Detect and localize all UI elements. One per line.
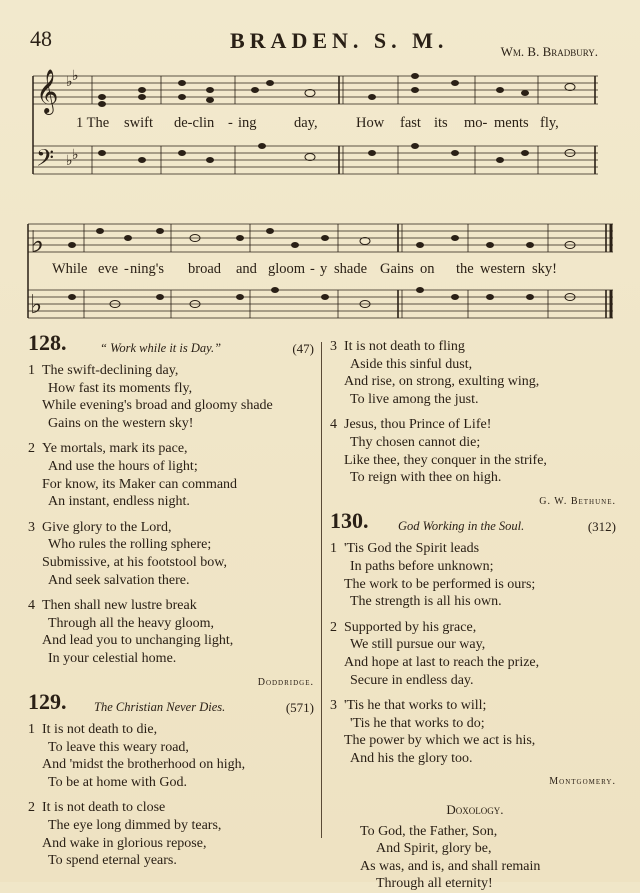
hymn-author: G. W. Bethune. xyxy=(539,495,616,507)
doxology-title: Doxology. xyxy=(446,802,504,818)
column-divider xyxy=(321,342,322,838)
staff-bass-2 xyxy=(28,290,613,318)
hymn-129-header xyxy=(28,689,318,721)
page-number: 48 xyxy=(30,26,52,51)
left-column xyxy=(28,330,318,878)
stanza: 4 Then shall new lustre break Through all the heavy gloom, And lead you to unchanging light, In your celestial home. xyxy=(28,598,234,666)
stanza: 3 Give glory to the Lord, Who rules the rolling sphere; Submissive, at his footstool bow, And seek salvation there. xyxy=(28,519,227,588)
composer-credit: Wm. B. Bradbury. xyxy=(500,44,598,59)
hymn-130-header xyxy=(330,508,620,540)
hymn-reference: (571) xyxy=(285,700,314,716)
tune-title: BRADEN. S. M. xyxy=(230,28,449,53)
hymn-reference: (312) xyxy=(587,519,616,535)
lyrics-line-1: 1 The swift de-clin - ing day, How fast its mo- ments fly, xyxy=(76,115,559,131)
svg-text:♭: ♭ xyxy=(72,148,79,163)
bass-clef-icon: 𝄢 xyxy=(36,144,55,177)
hymn-number: 128. xyxy=(28,330,67,355)
stanza: 1 The swift-declining day, How fast its moments fly, While evening's broad and gloomy shade Gains on the western sky! xyxy=(28,363,273,431)
hymn-author: Montgomery. xyxy=(549,776,616,788)
music-score xyxy=(0,0,640,330)
svg-text:♭: ♭ xyxy=(66,154,73,169)
staff-bass-1 xyxy=(33,146,598,174)
stanza: 1 It is not death to die, To leave this weary road, And 'midst the brotherhood on high, To be at home with God. xyxy=(28,722,246,790)
stanza: 4 Jesus, thou Prince of Life! Thy chosen cannot die; Like thee, they conquer in the strife, To reign with thee on high. xyxy=(330,417,547,486)
lyrics-line-2: While eve -ning's broad and gloom - y shade Gains on the western sky! xyxy=(52,261,557,277)
svg-text:♭: ♭ xyxy=(66,75,73,90)
stanza: 1 'Tis God the Spirit leads In paths before unknown; The work to be performed is ours; The strength is all his own. xyxy=(330,541,536,610)
stanza: 2 Supported by his grace, We still pursue our way, And hope at last to reach the prize, Secure in endless day. xyxy=(330,619,540,688)
staff-treble-2 xyxy=(28,224,613,252)
right-column xyxy=(330,338,620,893)
stanza: 2 It is not death to close The eye long dimmed by tears, And wake in glorious repose, To spend eternal years. xyxy=(28,800,222,869)
hymn-title: The Christian Never Dies. xyxy=(94,700,226,715)
svg-text:♭: ♭ xyxy=(72,69,79,84)
stanza: 2 Ye mortals, mark its pace, And use the hours of light; For know, its Maker can command An instant, endless night. xyxy=(28,441,238,510)
svg-text:♭: ♭ xyxy=(30,290,43,320)
hymn-title: God Working in the Soul. xyxy=(398,519,525,534)
hymn-title: “ Work while it is Day.” xyxy=(100,341,222,355)
doxology: To God, the Father, Son, And Spirit, glory be, As was, and is, and shall remain Through all eternity! xyxy=(360,823,541,892)
stanza: 3 'Tis he that works to will; 'Tis he that works to do; The power by which we act is his, And his the glory too. xyxy=(330,698,536,766)
hymn-reference: (47) xyxy=(292,341,314,356)
hymn-128-header xyxy=(28,330,318,362)
hymn-number: 130. xyxy=(330,508,369,534)
stanza: 3 It is not death to fling Aside this sinful dust, And rise, on strong, exulting wing, To live among the just. xyxy=(330,339,540,407)
hymn-author: Doddridge. xyxy=(257,676,314,688)
svg-text:♭: ♭ xyxy=(30,225,45,260)
treble-clef-icon: 𝄞 xyxy=(36,69,59,113)
staff-treble-1 xyxy=(33,76,598,104)
hymn-number: 129. xyxy=(28,689,67,715)
